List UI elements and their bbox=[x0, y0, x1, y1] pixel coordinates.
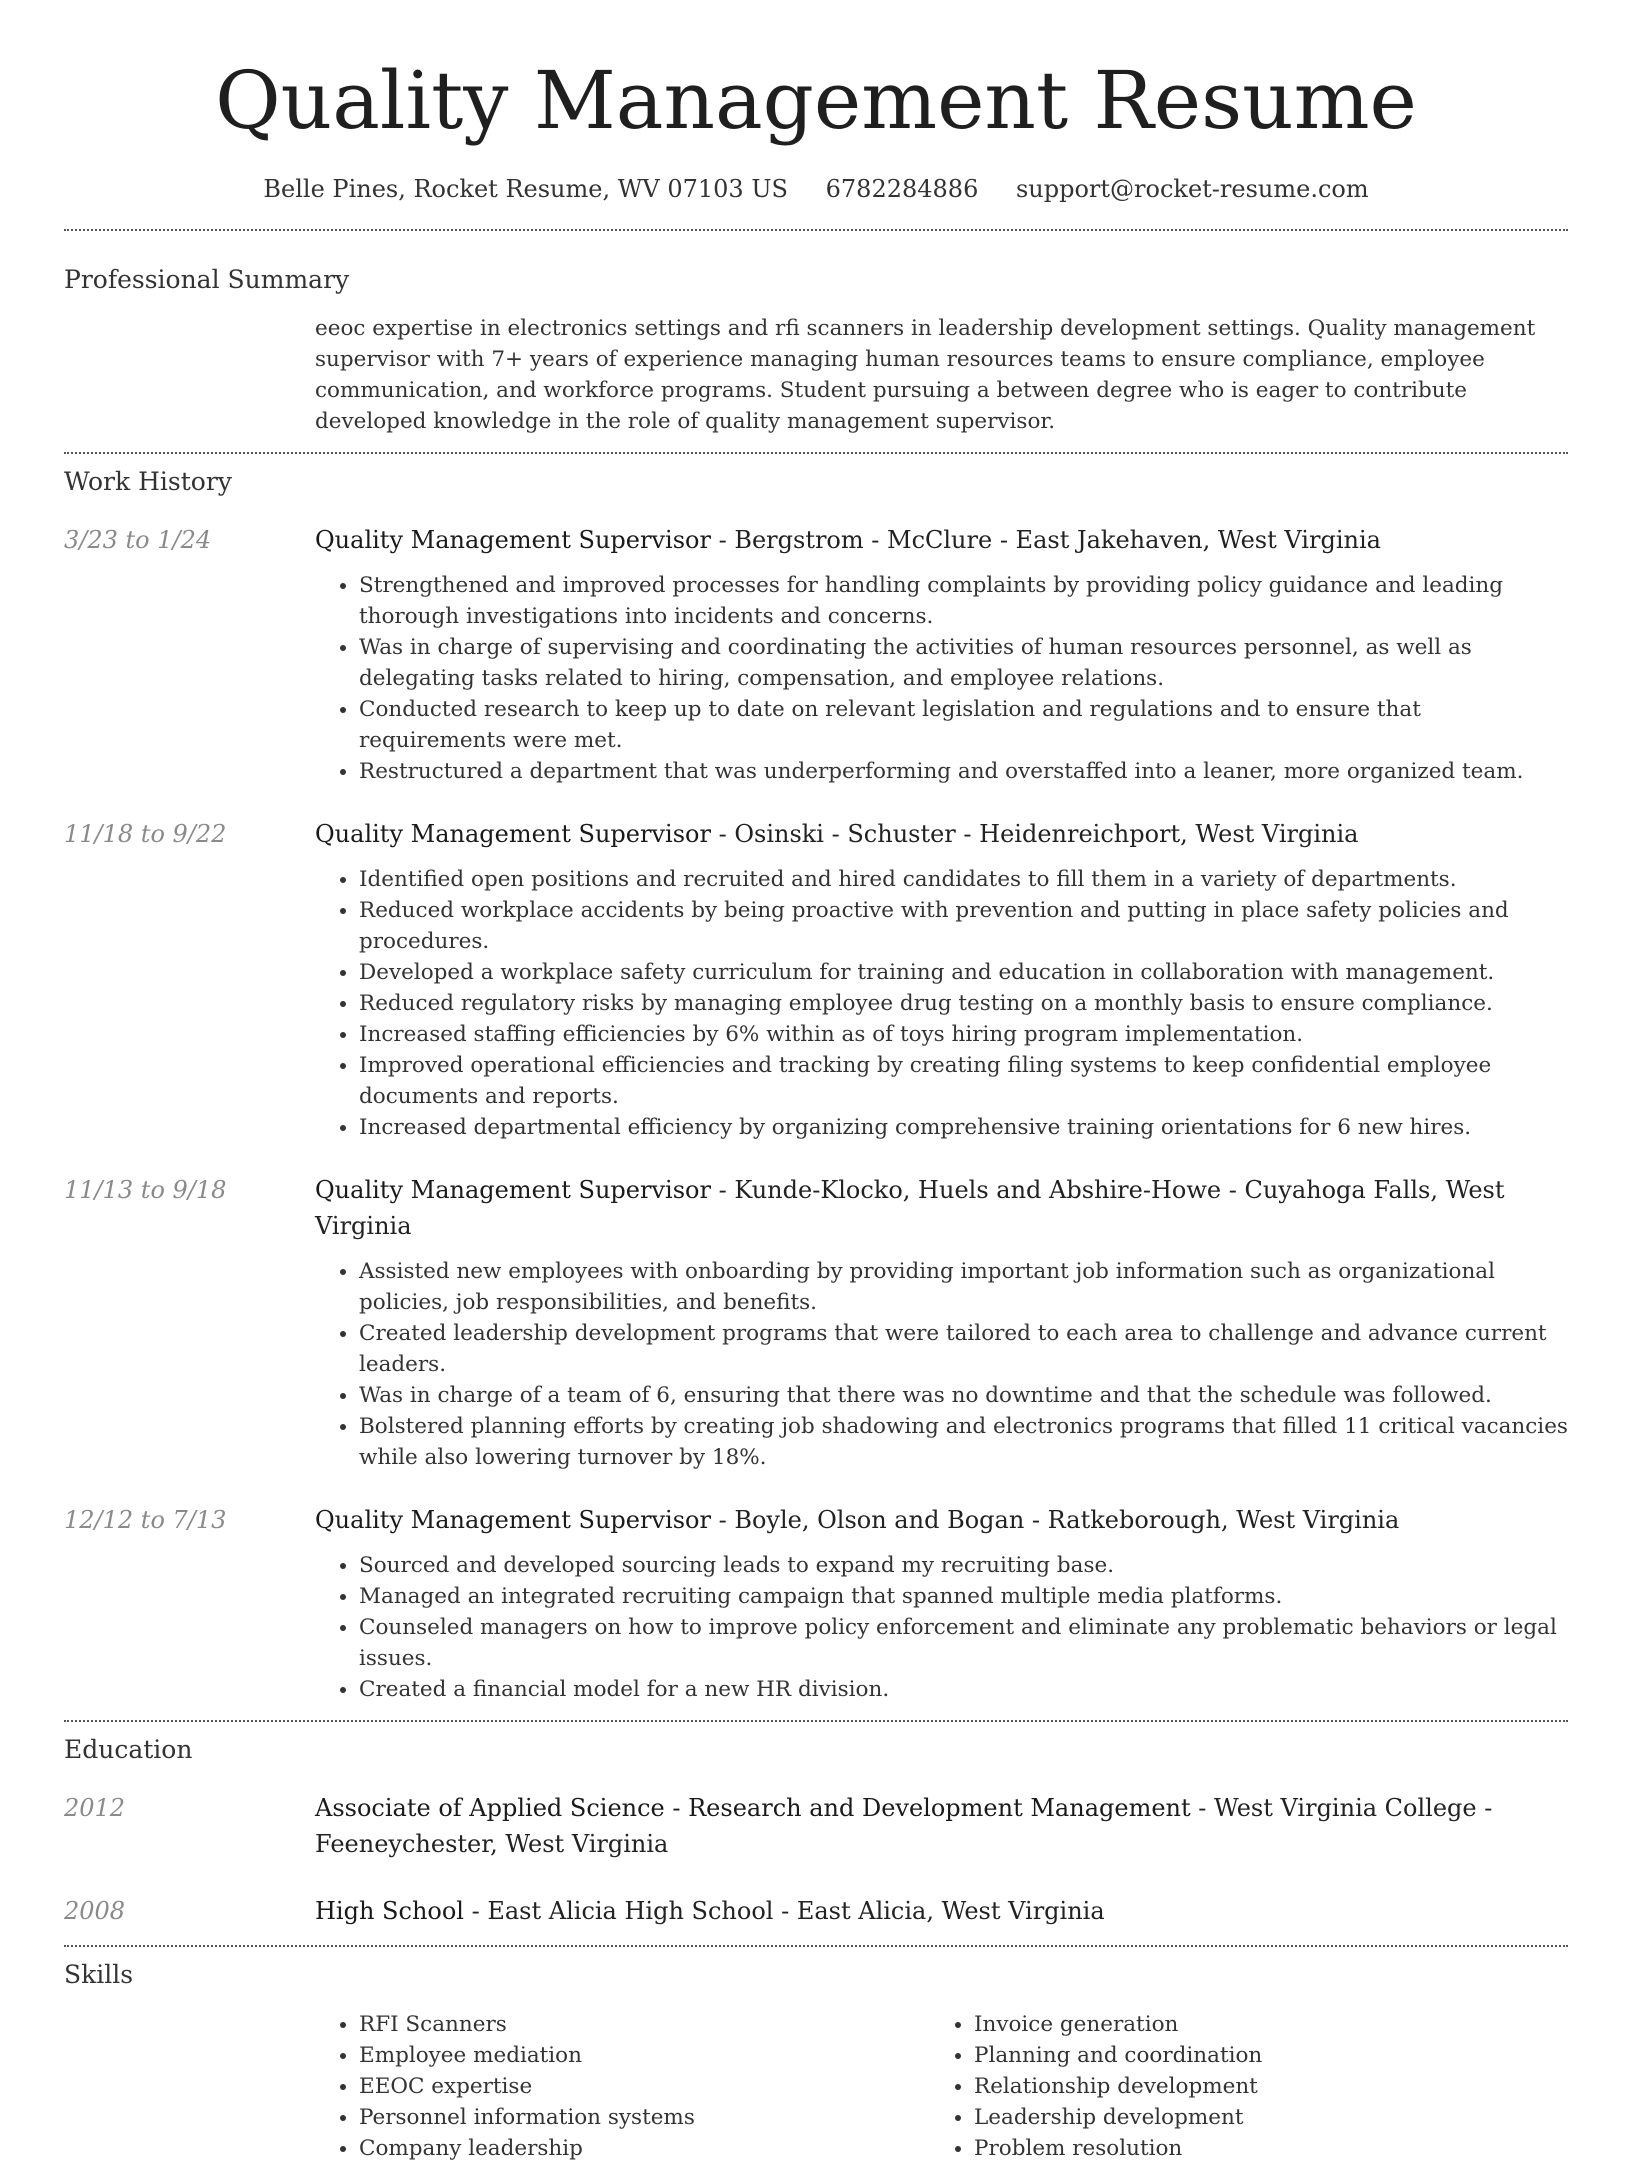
section-heading-work-history: Work History bbox=[64, 467, 232, 496]
contact-line bbox=[0, 173, 1632, 205]
job-employer-location: - Boyle, Olson and Bogan - Ratkeborough, West Virginia bbox=[710, 1506, 1400, 1534]
skill-item: • Personnel information systems bbox=[359, 2102, 930, 2133]
section-heading-education: Education bbox=[64, 1735, 193, 1764]
skill-item: • Planning and coordination bbox=[974, 2040, 1545, 2071]
job-role: Quality Management Supervisor bbox=[315, 526, 711, 554]
job-bullet: • Counseled managers on how to improve policy enforcement and eliminate any problematic behaviors or legal issues. bbox=[359, 1612, 1568, 1674]
skill-item: • Invoice generation bbox=[974, 2009, 1545, 2040]
job-bullet: • Reduced workplace accidents by being proactive with prevention and putting in place safety policies and procedures. bbox=[359, 895, 1568, 957]
job-bullets bbox=[315, 570, 1568, 787]
skills-section bbox=[0, 1947, 1632, 2164]
job-entry bbox=[64, 816, 1568, 1143]
education-school-location: - East Alicia High School - East Alicia, West Virginia bbox=[463, 1897, 1105, 1925]
education-section bbox=[0, 1722, 1632, 1929]
education-entry bbox=[64, 1893, 1568, 1929]
job-bullets bbox=[315, 864, 1568, 1143]
skill-item: • Leadership development bbox=[974, 2102, 1545, 2133]
skills-list-right bbox=[930, 2009, 1545, 2164]
resume-title: Quality Management Resume bbox=[215, 54, 1417, 147]
job-employer-location: - Kunde-Klocko, Huels and Abshire-Howe - Cuyahoga Falls, West Virginia bbox=[315, 1176, 1505, 1240]
skills-column-right bbox=[930, 2009, 1545, 2164]
job-bullet: • Developed a workplace safety curriculum for training and education in collaboration with management. bbox=[359, 957, 1568, 988]
job-bullet: • Conducted research to keep up to date on relevant legislation and regulations and to ensure that requirements were met. bbox=[359, 694, 1568, 756]
education-school-location: - West Virginia College - Feeneychester, West Virginia bbox=[315, 1794, 1493, 1858]
skill-item: • Problem resolution bbox=[974, 2133, 1545, 2164]
job-bullet: • Improved operational efficiencies and tracking by creating filing systems to keep confidential employee documents and reports. bbox=[359, 1050, 1568, 1112]
job-title bbox=[315, 1502, 1568, 1538]
job-bullet: • Created leadership development programs that were tailored to each area to challenge and advance current leaders. bbox=[359, 1318, 1568, 1380]
skills-list-left bbox=[315, 2009, 930, 2164]
skill-item: • Company leadership bbox=[359, 2133, 930, 2164]
job-dates: 12/12 to 7/13 bbox=[64, 1506, 227, 1534]
education-year: 2012 bbox=[64, 1794, 126, 1822]
education-title bbox=[315, 1893, 1568, 1929]
education-year: 2008 bbox=[64, 1897, 126, 1925]
skill-item: • Employee mediation bbox=[359, 2040, 930, 2071]
job-entry bbox=[64, 1172, 1568, 1473]
job-title bbox=[315, 522, 1568, 558]
job-dates: 11/18 to 9/22 bbox=[64, 820, 227, 848]
job-bullets bbox=[315, 1550, 1568, 1705]
job-employer-location: - Bergstrom - McClure - East Jakehaven, West Virginia bbox=[710, 526, 1381, 554]
job-dates: 3/23 to 1/24 bbox=[64, 526, 212, 554]
skill-item: • RFI Scanners bbox=[359, 2009, 930, 2040]
job-bullet: • Identified open positions and recruited and hired candidates to fill them in a variety of departments. bbox=[359, 864, 1568, 895]
section-heading-summary: Professional Summary bbox=[64, 265, 350, 294]
work-history-section bbox=[0, 454, 1632, 1705]
job-bullet: • Bolstered planning efforts by creating job shadowing and electronics programs that filled 11 critical vacancies while also lowering turnover by 18%. bbox=[359, 1411, 1568, 1473]
job-role: Quality Management Supervisor bbox=[315, 820, 711, 848]
job-bullet: • Was in charge of supervising and coordinating the activities of human resources personnel, as well as delegating tasks related to hiring, compensation, and employee relations. bbox=[359, 632, 1568, 694]
job-dates: 11/13 to 9/18 bbox=[64, 1176, 227, 1204]
job-role: Quality Management Supervisor bbox=[315, 1506, 711, 1534]
contact-phone: 6782284886 bbox=[825, 175, 979, 203]
contact-email: support@rocket-resume.com bbox=[1015, 175, 1369, 203]
education-entry bbox=[64, 1790, 1568, 1862]
job-role: Quality Management Supervisor bbox=[315, 1176, 711, 1204]
job-bullet: • Restructured a department that was underperforming and overstaffed into a leaner, more organized team. bbox=[359, 756, 1568, 787]
section-heading-skills: Skills bbox=[64, 1960, 134, 1989]
job-bullet: • Increased departmental efficiency by organizing comprehensive training orientations for 6 new hires. bbox=[359, 1112, 1568, 1143]
job-bullets bbox=[315, 1256, 1568, 1473]
summary-section bbox=[0, 231, 1632, 437]
job-bullet: • Was in charge of a team of 6, ensuring that there was no downtime and that the schedule was followed. bbox=[359, 1380, 1568, 1411]
education-degree: High School bbox=[315, 1897, 464, 1925]
contact-address: Belle Pines, Rocket Resume, WV 07103 US bbox=[263, 175, 788, 203]
job-bullet: • Reduced regulatory risks by managing employee drug testing on a monthly basis to ensure compliance. bbox=[359, 988, 1568, 1019]
job-bullet: • Increased staffing efficiencies by 6% within as of toys hiring program implementation. bbox=[359, 1019, 1568, 1050]
job-entry bbox=[64, 522, 1568, 787]
job-bullet: • Managed an integrated recruiting campaign that spanned multiple media platforms. bbox=[359, 1581, 1568, 1612]
job-bullet: • Assisted new employees with onboarding by providing important job information such as organizational policies, job responsibilities, and benefits. bbox=[359, 1256, 1568, 1318]
job-bullet: • Strengthened and improved processes for handling complaints by providing policy guidance and leading thorough investigations into incidents and concerns. bbox=[359, 570, 1568, 632]
job-bullet: • Sourced and developed sourcing leads to expand my recruiting base. bbox=[359, 1550, 1568, 1581]
summary-text: eeoc expertise in electronics settings and rfi scanners in leadership development settings. Quality management supervisor with 7+ years of experience managing human resources teams to ensure compliance, employee communication, and workforce programs. Student pursuing a between degree who is eager to contribute developed knowledge in the role of quality management supervisor. bbox=[315, 316, 1536, 434]
job-title bbox=[315, 816, 1568, 852]
education-degree: Associate of Applied Science - Research and Development Management bbox=[315, 1794, 1191, 1822]
job-bullet: • Created a financial model for a new HR division. bbox=[359, 1674, 1568, 1705]
skill-item: • Relationship development bbox=[974, 2071, 1545, 2102]
skill-item: • EEOC expertise bbox=[359, 2071, 930, 2102]
education-title bbox=[315, 1790, 1568, 1862]
skills-columns bbox=[315, 2009, 1568, 2164]
job-title bbox=[315, 1172, 1568, 1244]
skills-column-left bbox=[315, 2009, 930, 2164]
job-entry bbox=[64, 1502, 1568, 1705]
job-employer-location: - Osinski - Schuster - Heidenreichport, West Virginia bbox=[710, 820, 1359, 848]
